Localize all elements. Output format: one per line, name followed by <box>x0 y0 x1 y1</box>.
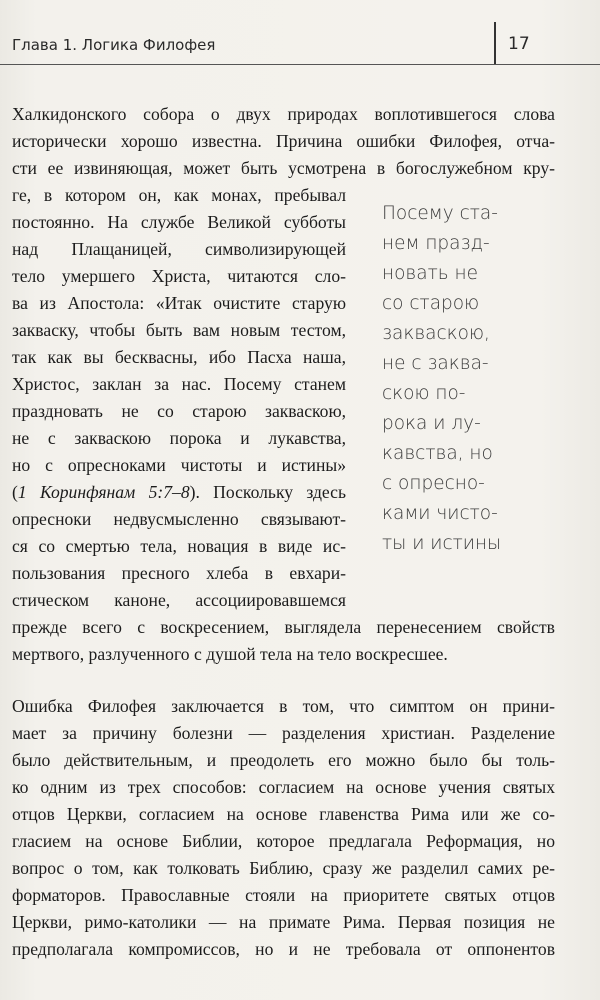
text-line: Ошибка Филофея заключается в том, что симптом он прини- <box>12 696 555 716</box>
text-line: тело умершего Христа, читаются сло- <box>12 266 346 286</box>
text-line: вопрос о том, как толковать Библию, сразу же разделил самих ре- <box>12 858 555 878</box>
text-line: ва из Апостола: «Итак очистите старую <box>12 293 346 313</box>
text-line: было действительным, и преодолеть его можно было бы толь- <box>12 750 555 770</box>
text-line-citation <box>12 482 346 502</box>
text-line: стическом каноне, ассоциировавшемся <box>12 590 346 610</box>
pull-quote-line: скою по- <box>382 383 466 404</box>
pull-quote-line: со старою <box>382 293 480 314</box>
text-line: гласием на основе Библии, которое предлагала Реформация, но <box>12 831 555 851</box>
header-divider-horizontal <box>0 64 600 65</box>
text-line: исторически хорошо известна. Причина ошибки Филофея, отча- <box>12 131 555 151</box>
text-line: над Плащаницей, символизирующей <box>12 239 346 259</box>
text-line: отцов Церкви, согласием на основе главенства Рима или же со- <box>12 804 555 824</box>
pull-quote-line: с опресно- <box>382 473 485 494</box>
text-line: форматоров. Православные стояли на приоритете святых отцов <box>12 885 555 905</box>
text-line: но с опресноками чистоты и истины» <box>12 455 346 475</box>
page-number: 17 <box>508 34 530 54</box>
text-line: закваску, чтобы быть вам новым тестом, <box>12 320 346 340</box>
header-divider-vertical <box>494 22 496 64</box>
text-line: не с закваскою порока и лукавства, <box>12 428 346 448</box>
text-line: Церкви, римо-католики — на примате Рима. Первая позиция не <box>12 912 555 932</box>
paren-open: ( <box>12 482 18 502</box>
text-line: мает за причину болезни — разделения христиан. Разделение <box>12 723 555 743</box>
pull-quote-line: ками чисто- <box>382 503 498 524</box>
pull-quote-line: рока и лу- <box>382 413 481 434</box>
text-line: Халкидонского собора о двух природах воплотившегося слова <box>12 104 555 124</box>
pull-quote-line: закваскою, <box>382 323 490 344</box>
text-line: ко одним из трех способов: согласием на основе учения святых <box>12 777 555 797</box>
text-line: опресноки недвусмысленно связывают- <box>12 509 346 529</box>
pull-quote-line: ты и истины <box>382 533 502 554</box>
text-line: праздновать не со старою закваскою, <box>12 401 346 421</box>
chapter-header-title: Глава 1. Логика Филофея <box>12 36 216 54</box>
text-line: предполагала компромиссов, но и не требовала от оппонентов <box>12 939 555 959</box>
bible-citation: 1 Коринфянам 5:7–8 <box>17 482 190 502</box>
text-line: прежде всего с воскресением, выглядела перенесением свойств <box>12 617 555 637</box>
pull-quote-line: новать не <box>382 263 479 284</box>
text-line: так как вы бесквасны, ибо Пасха наша, <box>12 347 346 367</box>
text-line: постоянно. На службе Великой субботы <box>12 212 346 232</box>
pull-quote-line: не с заква- <box>382 353 489 374</box>
text-line: ге, в котором он, как монах, пребывал <box>12 185 346 205</box>
pull-quote-line: нем празд- <box>382 233 490 254</box>
pull-quote-line: кавства, но <box>382 443 493 464</box>
text-line: Христос, заклан за нас. Посему станем <box>12 374 346 394</box>
text-line: мертвого, разлученного с душой тела на тело воскресшее. <box>12 644 448 664</box>
text-line: ся со смертью тела, новация в виде ис- <box>12 536 346 556</box>
pull-quote-line: Посему ста- <box>382 203 498 224</box>
text-line: пользования пресного хлеба в евхари- <box>12 563 346 583</box>
citation-rest: ). Поскольку здесь <box>189 482 346 502</box>
text-line: сти ее извиняющая, может быть усмотрена в богослужебном кру- <box>12 158 555 178</box>
